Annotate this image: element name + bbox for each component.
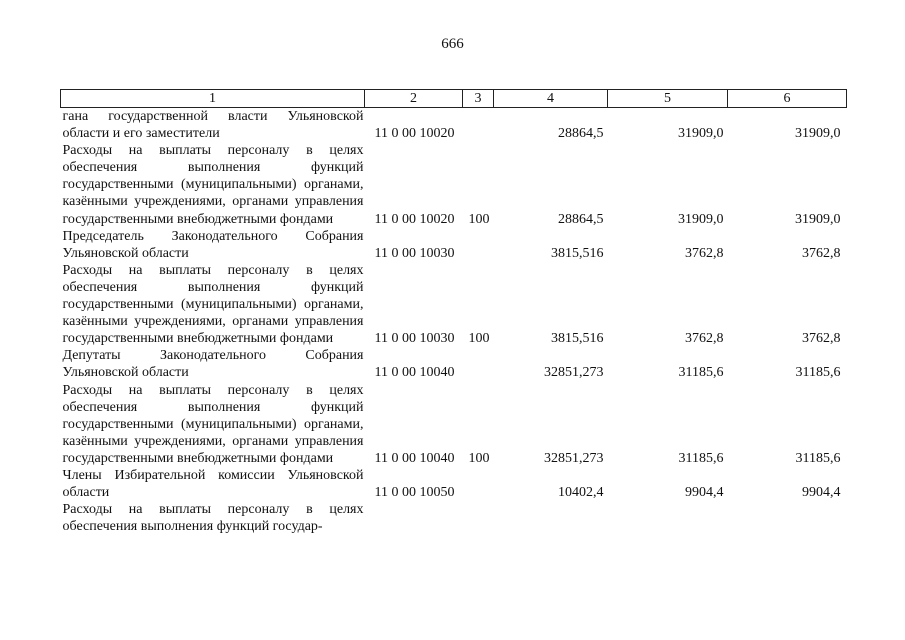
row-expense-type: [463, 467, 494, 501]
row-value-6: 31909,0: [795, 211, 841, 227]
row-value-4: 28864,5: [558, 126, 604, 142]
row-value-5: 9904,4: [685, 485, 724, 501]
row-value-4: [494, 501, 608, 535]
row-name: гана государственной власти Ульяновской области и его заместители: [62, 109, 364, 142]
row-value-5: 31909,0: [678, 126, 724, 142]
row-value-5: 31185,6: [678, 450, 724, 466]
row-code: 11 0 00 10020: [374, 211, 455, 227]
row-code: 11 0 00 10030: [374, 245, 455, 261]
header-col-3: 3: [463, 90, 494, 108]
row-value-4: 3815,516: [551, 245, 604, 261]
table-row: [61, 108, 847, 143]
row-value-4: 3815,516: [551, 331, 604, 347]
header-col-4: 4: [494, 90, 608, 108]
row-code: 11 0 00 10020: [374, 126, 455, 142]
row-value-4: 32851,273: [544, 365, 604, 381]
row-name: Расходы на выплаты персоналу в целях обеспечения выполнения функций государственными (муниципальными) органами, казёнными учреждениями, органами управления государственными внебюджетными фондами: [62, 262, 364, 347]
row-expense-type: [463, 108, 494, 143]
row-code: 11 0 00 10040: [374, 450, 455, 466]
row-value-6: 31185,6: [795, 365, 841, 381]
table-row: [61, 467, 847, 501]
header-col-5: 5: [608, 90, 728, 108]
row-expense-type: 100: [468, 331, 490, 347]
row-value-6: 3762,8: [802, 245, 841, 261]
row-expense-type: [463, 501, 494, 535]
table-row: [61, 501, 847, 535]
row-expense-type: [463, 228, 494, 262]
header-col-6: 6: [728, 90, 847, 108]
row-value-6: 31185,6: [795, 450, 841, 466]
row-name: Председатель Законодательного Собрания Ульяновской области: [62, 228, 364, 261]
row-code: 11 0 00 10050: [374, 485, 455, 501]
row-value-5: 3762,8: [685, 245, 724, 261]
row-value-6: 3762,8: [802, 331, 841, 347]
row-name: Расходы на выплаты персоналу в целях обеспечения выполнения функций государственными (муниципальными) органами, казёнными учреждениями, органами управления государственными внебюджетными фондами: [62, 382, 364, 466]
row-value-6: [728, 501, 847, 535]
row-value-4: 10402,4: [558, 485, 604, 501]
row-value-5: 3762,8: [685, 331, 724, 347]
row-name: Депутаты Законодательного Собрания Ульяновской области: [62, 348, 364, 381]
row-code: 11 0 00 10030: [374, 331, 455, 347]
row-name: Члены Избирательной комиссии Ульяновской области: [62, 467, 364, 501]
table-row: [61, 382, 847, 467]
row-value-4: 32851,273: [544, 450, 604, 466]
header-col-1: 1: [61, 90, 365, 108]
page-number: 666: [441, 36, 464, 52]
row-code: [365, 501, 463, 535]
row-code: 11 0 00 10040: [374, 365, 455, 381]
row-value-4: 28864,5: [558, 211, 604, 227]
table-header: [61, 90, 847, 108]
header-col-2: 2: [365, 90, 463, 108]
row-value-6: 9904,4: [802, 485, 841, 501]
row-name: Расходы на выплаты персоналу в целях обеспечения выполнения функций государ-: [62, 502, 364, 535]
table-row: [61, 347, 847, 381]
row-value-5: [608, 501, 728, 535]
table-row: [61, 228, 847, 262]
table-body: [61, 108, 847, 536]
row-value-5: 31185,6: [678, 365, 724, 381]
budget-table: [60, 89, 847, 535]
row-expense-type: 100: [468, 450, 490, 466]
row-expense-type: 100: [468, 211, 490, 227]
table-row: [61, 262, 847, 347]
table-row: [61, 142, 847, 227]
row-name: Расходы на выплаты персоналу в целях обеспечения выполнения функций государственными (муниципальными) органами, казёнными учреждениями, органами управления государственными внебюджетными фондами: [62, 143, 364, 227]
row-expense-type: [463, 347, 494, 381]
header-row: [61, 90, 847, 108]
row-value-6: 31909,0: [795, 126, 841, 142]
row-value-5: 31909,0: [678, 211, 724, 227]
